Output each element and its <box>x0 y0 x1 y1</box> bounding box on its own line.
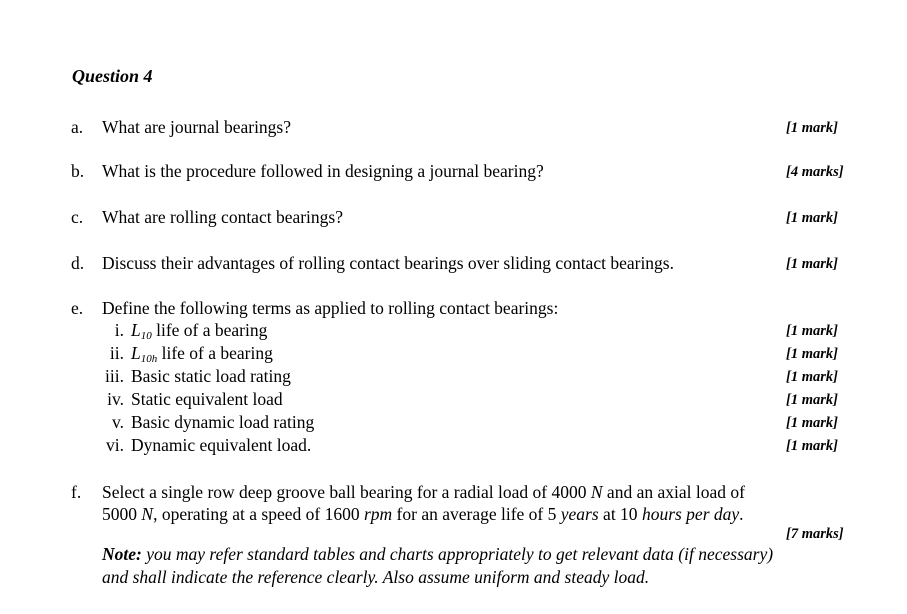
question-d-text: Discuss their advantages of rolling contact bearings over sliding contact bearings. <box>102 253 674 273</box>
list-item <box>0 342 907 364</box>
list-item-mark: [1 mark] <box>786 392 838 408</box>
question-a-text: What are journal bearings? <box>102 117 292 137</box>
question-b-letter: b. <box>71 161 85 181</box>
list-item-mark: [1 mark] <box>786 346 838 362</box>
question-f-line-1: Select a single row deep groove ball bearing for a radial load of 4000 N and an axial load of <box>102 482 745 502</box>
list-item-text: Basic dynamic load rating <box>131 412 315 432</box>
note-label: Note: <box>102 544 142 564</box>
list-item-text: $L_{10h}$ life of a bearing <box>131 343 273 365</box>
question-e-letter: e. <box>71 298 84 318</box>
list-item-mark: [1 mark] <box>786 369 838 385</box>
list-item <box>0 319 907 341</box>
list-item-text: Static equivalent load <box>131 389 283 409</box>
list-item-text: $L_{10}$ life of a bearing <box>131 320 268 342</box>
list-item-number: v. <box>112 412 124 432</box>
list-item <box>0 388 907 410</box>
question-f-mark: [7 marks] <box>786 526 844 542</box>
question-c-letter: c. <box>71 207 84 227</box>
list-item-mark: [1 mark] <box>786 415 838 431</box>
question-f-note-line-1: Note: you may refer standard tables and charts appropriately to get relevant data (if necessary) <box>102 544 774 564</box>
list-item-number: iii. <box>105 366 124 386</box>
question-a-mark: [1 mark] <box>786 120 838 136</box>
question-a-letter: a. <box>71 117 84 137</box>
list-item-mark: [1 mark] <box>786 438 838 454</box>
question-b-mark: [4 marks] <box>786 164 844 180</box>
question-d-mark: [1 mark] <box>786 256 838 272</box>
list-item-mark: [1 mark] <box>786 323 838 339</box>
list-item-number: i. <box>114 320 124 340</box>
list-item-number: vi. <box>106 435 124 455</box>
question-c-mark: [1 mark] <box>786 210 838 226</box>
question-f-letter: f. <box>71 482 82 502</box>
list-item-number: ii. <box>109 343 124 363</box>
list-item-text: Basic static load rating <box>131 366 291 386</box>
question-title: Question 4 <box>72 66 153 86</box>
list-item <box>0 365 907 387</box>
question-c-text: What are rolling contact bearings? <box>102 207 344 227</box>
question-b-text: What is the procedure followed in designing a journal bearing? <box>102 161 544 181</box>
question-f-line-2: 5000 N, operating at a speed of 1600 rpm for an average life of 5 years at 10 hours per day. <box>102 504 744 524</box>
list-item-text: Dynamic equivalent load. <box>131 435 312 455</box>
question-e-list <box>0 319 907 459</box>
question-d-letter: d. <box>71 253 85 273</box>
list-item <box>0 434 907 456</box>
list-item-number: iv. <box>107 389 124 409</box>
list-item <box>0 411 907 433</box>
question-e-text: Define the following terms as applied to rolling contact bearings: <box>102 298 559 318</box>
question-f-note-line-2: and shall indicate the reference clearly. Also assume uniform and steady load. <box>102 567 650 587</box>
